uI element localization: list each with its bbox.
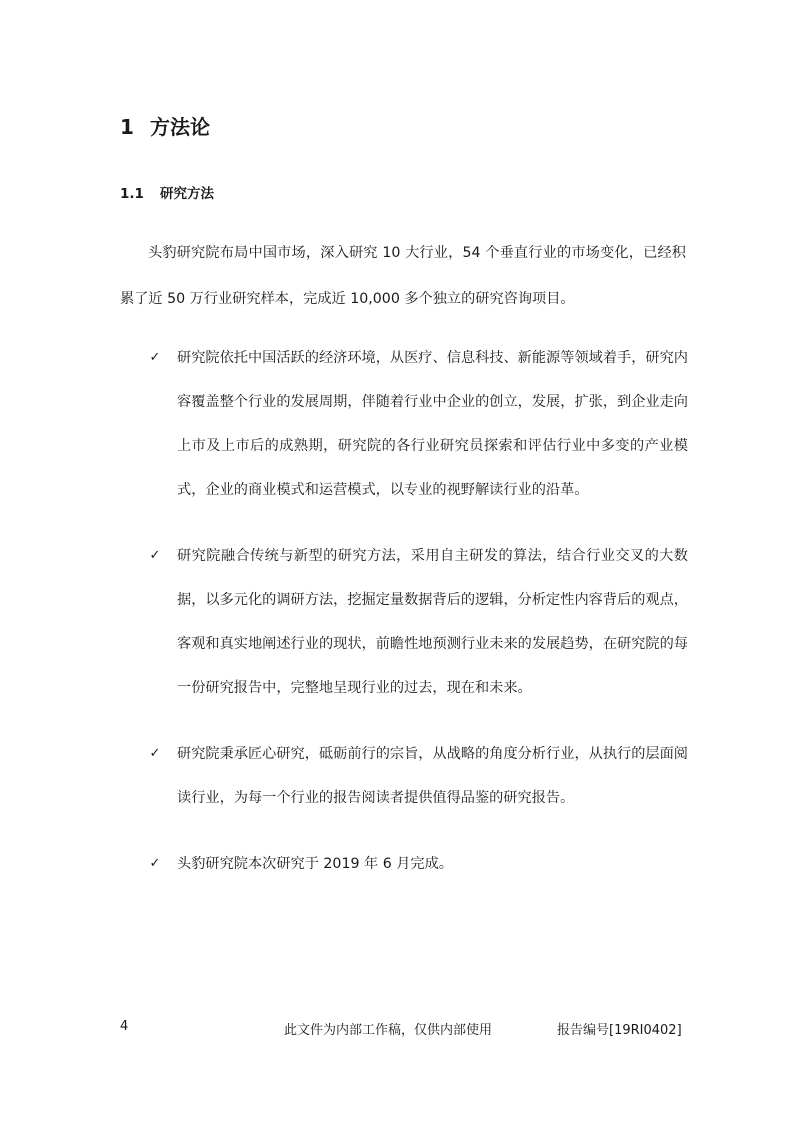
bullet-text: 研究院依托中国活跃的经济环境，从医疗、信息科技、新能源等领域着手，研究内容覆盖整个行业的发展周期，伴随着行业中企业的创立，发展，扩张，到企业走向上市及上市后的成熟期，研究院的各行业研究员探索和评估行业中多变的产业模式，企业的商业模式和运营模式，以专业的视野解读行业的沿革。 (177, 350, 688, 498)
confidential-note: 此文件为内部工作稿，仅供内部使用 (284, 1023, 493, 1038)
check-icon: ✓ (149, 856, 161, 871)
bullet-item (148, 534, 688, 710)
intro-paragraph: 头豹研究院布局中国市场，深入研究 10 大行业，54 个垂直行业的市场变化，已经积累了近 50 万行业研究样本，完成近 10,000 多个独立的研究咨询项目。 (120, 245, 686, 307)
subsection-number: 1.1 (120, 186, 144, 202)
bullet-list (148, 336, 688, 908)
check-icon: ✓ (149, 548, 161, 563)
check-icon: ✓ (149, 350, 161, 365)
bullet-item (148, 842, 688, 886)
bullet-text: 研究院秉承匠心研究，砥砺前行的宗旨，从战略的角度分析行业，从执行的层面阅读行业，为每一个行业的报告阅读者提供值得品鉴的研究报告。 (177, 746, 688, 806)
page-number: 4 (120, 1019, 129, 1034)
subsection-title: 研究方法 (160, 186, 214, 202)
bullet-text: 头豹研究院本次研究于 2019 年 6 月完成。 (177, 856, 453, 872)
section-number: 1 (120, 115, 134, 139)
bullet-text: 研究院融合传统与新型的研究方法，采用自主研发的算法，结合行业交叉的大数据，以多元化的调研方法，挖掘定量数据背后的逻辑，分析定性内容背后的观点，客观和真实地阐述行业的现状，前瞻性地预测行业未来的发展趋势，在研究院的每一份研究报告中，完整地呈现行业的过去，现在和未来。 (177, 548, 688, 696)
bullet-item (148, 336, 688, 512)
check-icon: ✓ (149, 746, 161, 761)
section-heading (120, 111, 210, 140)
bullet-item (148, 732, 688, 820)
section-title: 方法论 (150, 115, 210, 139)
report-number: 报告编号[19RI0402] (557, 1023, 682, 1038)
subsection-heading (120, 182, 214, 202)
